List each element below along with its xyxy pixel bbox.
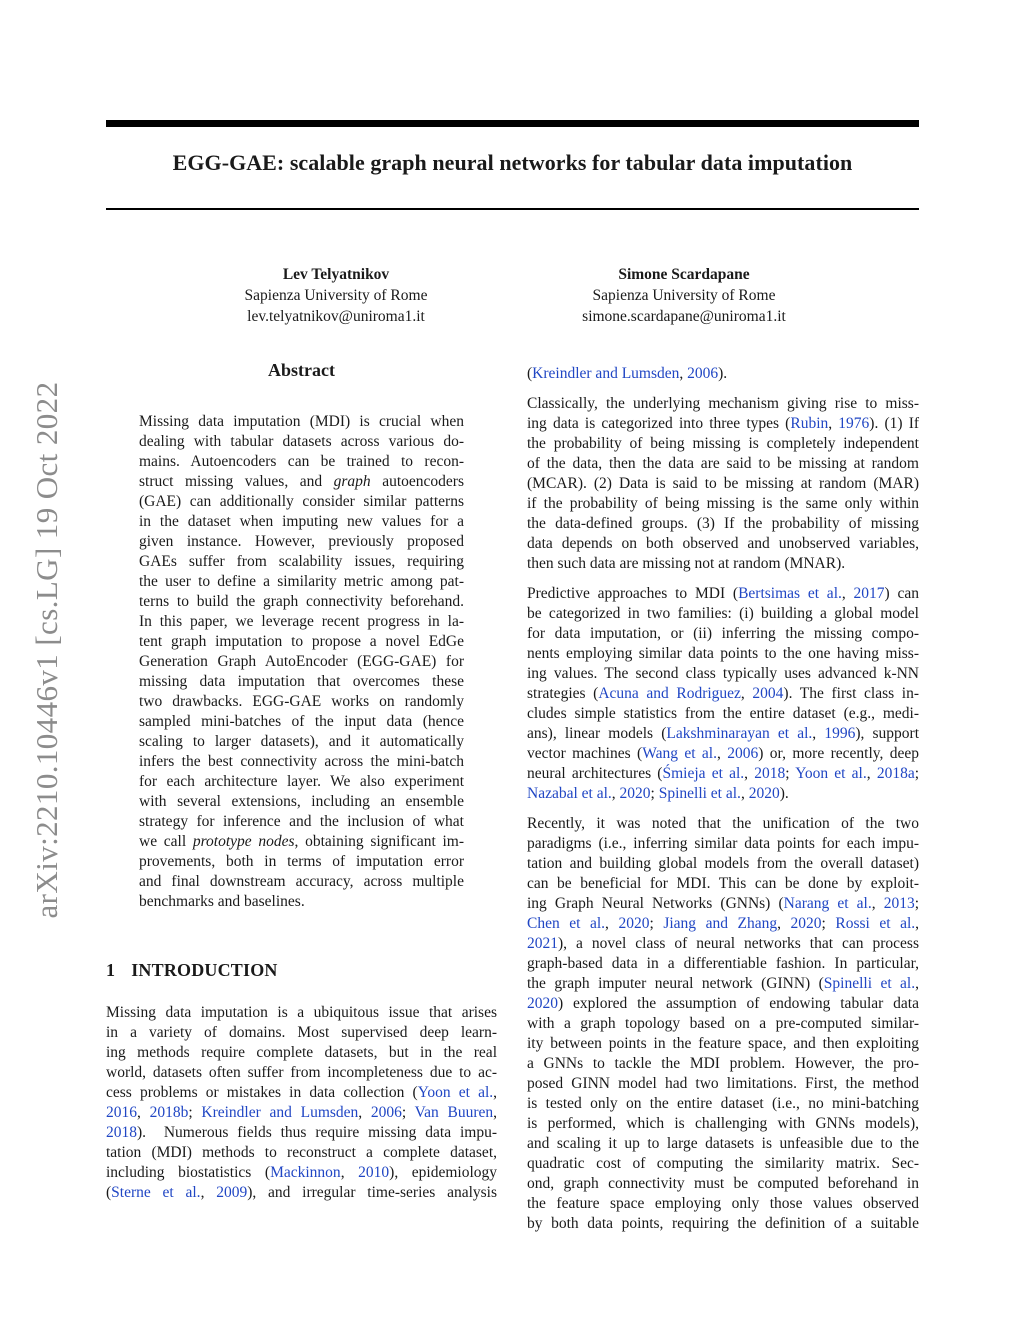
citation-link[interactable]: Kreindler and Lumsden bbox=[532, 365, 680, 382]
body-line: including biostatistics (Mackinnon, 2010), epidemiology bbox=[106, 1164, 498, 1181]
body-line: the feature space employing only those values observed bbox=[527, 1195, 919, 1212]
body-line: ing data is categorized into three types (Rubin, 1976). (1) If bbox=[527, 415, 920, 432]
citation-link[interactable]: 2006 bbox=[370, 1104, 402, 1121]
section-number: 1 bbox=[106, 960, 116, 980]
section-heading bbox=[106, 960, 278, 981]
body-line: Recently, it was noted that the unification of the two bbox=[527, 815, 919, 832]
abstract-line: In this paper, we leverage recent progress in la- bbox=[139, 613, 464, 630]
body-line: for data imputation, or (ii) inferring the missing compo- bbox=[527, 625, 919, 642]
citation-link[interactable]: Nazabal et al. bbox=[527, 785, 612, 802]
body-line: is performed, which is challenging with GNNs models), bbox=[527, 1115, 919, 1132]
citation-link[interactable]: 2018b bbox=[149, 1104, 189, 1121]
citation-link[interactable]: 2018 bbox=[754, 765, 786, 782]
citation-link[interactable]: 2021 bbox=[527, 935, 558, 952]
citation-link[interactable]: 2020 bbox=[790, 915, 822, 932]
abstract-line: for each architecture layer. We also experiment bbox=[139, 773, 464, 790]
citation-link[interactable]: 2009 bbox=[216, 1184, 248, 1201]
body-line: strategies (Acuna and Rodriguez, 2004). The first class in- bbox=[527, 685, 919, 702]
body-line: Nazabal et al., 2020; Spinelli et al., 2020). bbox=[527, 785, 789, 802]
abstract-emphasis: graph bbox=[333, 473, 371, 490]
body-line: by both data points, requiring the definition of a suitable bbox=[527, 1215, 919, 1232]
abstract-line: sampled mini-batches of the input data (hence bbox=[139, 713, 464, 730]
abstract-line: tent graph imputation to propose a novel EdGe bbox=[139, 633, 464, 650]
body-line: tation (MDI) methods to reconstruct a complete dataset, bbox=[106, 1144, 497, 1161]
abstract-line: dealing with tabular datasets across various do- bbox=[139, 433, 464, 450]
body-line: the data-defined groups. (3) If the probability of missing bbox=[527, 515, 919, 532]
body-line: 2016, 2018b; Kreindler and Lumsden, 2006; Van Buuren, bbox=[106, 1104, 497, 1121]
citation-link[interactable]: 2010 bbox=[358, 1164, 390, 1181]
body-line: world, datasets often suffer from incompleteness due to ac- bbox=[106, 1064, 497, 1081]
abstract-line: infers the best connectivity across the mini-batch bbox=[139, 753, 464, 770]
citation-link[interactable]: 2016 bbox=[106, 1104, 137, 1121]
citation-link[interactable]: Mackinnon bbox=[270, 1164, 341, 1181]
author-name: Simone Scardapane bbox=[618, 266, 750, 283]
body-line: is tested only on the entire dataset (i.e., no mini-batching bbox=[527, 1095, 919, 1112]
abstract-line: Generation Graph AutoEncoder (EGG-GAE) for bbox=[139, 653, 464, 670]
author-email: lev.telyatnikov@uniroma1.it bbox=[247, 308, 425, 325]
body-line: ity between points in the feature space, and then exploiting bbox=[527, 1035, 919, 1052]
citation-link[interactable]: 1976 bbox=[838, 415, 870, 432]
body-line: 2020) explored the assumption of endowing tabular data bbox=[527, 995, 919, 1012]
abstract-line: the user to define a similarity metric among pat- bbox=[139, 573, 464, 590]
abstract-line: struct missing values, and graph autoencoders bbox=[139, 473, 464, 490]
body-line: paradigms (i.e., inferring similar data points for each impu- bbox=[527, 835, 919, 852]
citation-link[interactable]: 2018 bbox=[106, 1124, 137, 1141]
citation-link[interactable]: Jiang and Zhang bbox=[663, 915, 778, 932]
body-line: in a variety of domains. Most supervised deep learn- bbox=[106, 1024, 497, 1041]
citation-link[interactable]: 2020 bbox=[748, 785, 780, 802]
citation-link[interactable]: Spinelli et al. bbox=[823, 975, 916, 992]
body-line: Classically, the underlying mechanism giving rise to miss- bbox=[527, 395, 919, 412]
body-line: of the data, then the data are said to be missing at random bbox=[527, 455, 919, 472]
paragraph bbox=[527, 364, 919, 384]
abstract-line: strategy for inference and the inclusion of what bbox=[139, 813, 464, 830]
abstract-line: in the dataset when imputing new values for a bbox=[139, 513, 464, 530]
citation-link[interactable]: 2017 bbox=[853, 585, 885, 602]
body-line: posed GINN model had two limitations. First, the method bbox=[527, 1075, 919, 1092]
paragraph bbox=[527, 814, 919, 1234]
body-line: cludes simple statistics from the entire dataset (e.g., medi- bbox=[527, 705, 919, 722]
body-line: tation and building global models from the overall dataset) bbox=[527, 855, 919, 872]
body-line: Missing data imputation is a ubiquitous issue that arises bbox=[106, 1004, 497, 1021]
citation-link[interactable]: Bertsimas et al. bbox=[738, 585, 842, 602]
citation-link[interactable]: Spinelli et al. bbox=[658, 785, 741, 802]
body-line: 2018). Numerous fields thus require missing data impu- bbox=[106, 1124, 497, 1141]
body-line: neural architectures (Śmieja et al., 2018; Yoon et al., 2018a; bbox=[527, 765, 920, 782]
arxiv-identifier-stamp: arXiv:2210.10446v1 [cs.LG] 19 Oct 2022 bbox=[29, 381, 64, 919]
body-line: Chen et al., 2020; Jiang and Zhang, 2020; Rossi et al., bbox=[527, 915, 920, 932]
citation-link[interactable]: 2004 bbox=[752, 685, 784, 702]
body-line: with a graph topology based on a pre-computed similar- bbox=[527, 1015, 919, 1032]
abstract-line: (GAE) can additionally consider similar patterns bbox=[139, 493, 464, 510]
citation-link[interactable]: Rossi et al. bbox=[835, 915, 916, 932]
intro-body bbox=[106, 1003, 497, 1203]
citation-link[interactable]: Van Buuren bbox=[414, 1104, 494, 1121]
citation-link[interactable]: 2018a bbox=[876, 765, 915, 782]
title-rule-top bbox=[106, 120, 919, 127]
title-rule-bottom bbox=[106, 208, 919, 210]
author-block bbox=[146, 264, 526, 327]
citation-link[interactable]: Kreindler and Lumsden bbox=[201, 1104, 359, 1121]
body-line: quadratic cost of computing the similarity matrix. Sec- bbox=[527, 1155, 919, 1172]
body-line: if the probability of being missing is the same only within bbox=[527, 495, 919, 512]
abstract-line: two drawbacks. EGG-GAE works on randomly bbox=[139, 693, 464, 710]
citation-link[interactable]: Narang et al. bbox=[783, 895, 872, 912]
abstract-line: with several extensions, including an ensemble bbox=[139, 793, 464, 810]
citation-link[interactable]: Acuna and Rodriguez bbox=[598, 685, 741, 702]
citation-link[interactable]: Lakshminarayan et al. bbox=[666, 725, 813, 742]
citation-link[interactable]: Yoon et al. bbox=[417, 1084, 494, 1101]
author-affiliation: Sapienza University of Rome bbox=[244, 287, 428, 304]
body-line: and scaling it up to large datasets is unfeasible due to the bbox=[527, 1135, 919, 1152]
body-line: ing methods require complete datasets, but in the real bbox=[106, 1044, 497, 1061]
section-title: INTRODUCTION bbox=[131, 960, 278, 980]
abstract-line: provements, both in terms of imputation error bbox=[139, 853, 464, 870]
body-line: ond, graph connectivity must be computed beforehand in bbox=[527, 1175, 919, 1192]
author-email: simone.scardapane@uniroma1.it bbox=[582, 308, 786, 325]
body-line: ans), linear models (Lakshminarayan et al., 1996), support bbox=[527, 725, 920, 742]
body-line: the graph imputer neural network (GINN) (Spinelli et al., bbox=[527, 975, 919, 992]
body-line: graph-based data in a differentiable fashion. In particular, bbox=[527, 955, 919, 972]
abstract-line: terns to build the graph connectivity beforehand. bbox=[139, 593, 464, 610]
abstract-emphasis: prototype nodes bbox=[192, 833, 295, 850]
body-line: data depends on both observed and unobserved variables, bbox=[527, 535, 919, 552]
abstract-line: GAEs suffer from scalability issues, requiring bbox=[139, 553, 464, 570]
paragraph bbox=[527, 394, 919, 574]
abstract-line: we call prototype nodes, obtaining significant im- bbox=[139, 833, 464, 850]
author-affiliation: Sapienza University of Rome bbox=[592, 287, 776, 304]
abstract-line: given instance. However, previously proposed bbox=[139, 533, 464, 550]
body-line: vector machines (Wang et al., 2006) or, more recently, deep bbox=[527, 745, 920, 762]
abstract-line: missing data imputation that overcomes these bbox=[139, 673, 464, 690]
citation-link[interactable]: 2020 bbox=[618, 915, 650, 932]
author-name: Lev Telyatnikov bbox=[282, 266, 390, 283]
author-block bbox=[494, 264, 874, 327]
abstract-heading: Abstract bbox=[268, 360, 335, 380]
abstract-line: benchmarks and baselines. bbox=[139, 893, 305, 910]
body-line: (Kreindler and Lumsden, 2006). bbox=[527, 365, 728, 382]
citation-link[interactable]: 2020 bbox=[527, 995, 558, 1012]
citation-link[interactable]: 2013 bbox=[883, 895, 915, 912]
citation-link[interactable]: Sterne et al. bbox=[111, 1184, 201, 1201]
body-line: can be beneficial for MDI. This can be done by exploit- bbox=[527, 875, 919, 892]
citation-link[interactable]: 2006 bbox=[727, 745, 759, 762]
citation-link[interactable]: Rubin bbox=[790, 415, 829, 432]
body-line: a GNNs to tackle the MDI problem. However, the pro- bbox=[527, 1055, 919, 1072]
body-line: ing values. The second class typically uses advanced k-NN bbox=[527, 665, 919, 682]
citation-link[interactable]: Yoon et al. bbox=[795, 765, 867, 782]
body-line: Predictive approaches to MDI (Bertsimas et al., 2017) can bbox=[527, 585, 920, 602]
body-line: nents employing similar data points to the one having miss- bbox=[527, 645, 919, 662]
body-line: (MCAR). (2) Data is said to be missing at random (MAR) bbox=[527, 475, 919, 492]
citation-link[interactable]: Śmieja et al. bbox=[662, 765, 745, 782]
body-line: then such data are missing not at random (MNAR). bbox=[527, 555, 846, 572]
citation-link[interactable]: Chen et al. bbox=[527, 915, 606, 932]
abstract-line: and final downstream accuracy, across multiple bbox=[139, 873, 464, 890]
citation-link[interactable]: 2006 bbox=[687, 365, 719, 382]
citation-link[interactable]: 2020 bbox=[619, 785, 651, 802]
body-line: 2021), a novel class of neural networks that can process bbox=[527, 935, 919, 952]
body-line: (Sterne et al., 2009), and irregular time-series analysis bbox=[106, 1184, 498, 1201]
body-line: the probability of being missing is completely independent bbox=[527, 435, 919, 452]
paper-title: EGG-GAE: scalable graph neural networks for tabular data imputation bbox=[172, 150, 853, 175]
body-line: cess problems or mistakes in data collection (Yoon et al., bbox=[106, 1084, 498, 1101]
abstract-body bbox=[139, 412, 464, 912]
citation-link[interactable]: 1996 bbox=[824, 725, 856, 742]
citation-link[interactable]: Wang et al. bbox=[642, 745, 717, 762]
paragraph bbox=[527, 584, 919, 804]
abstract-line: Missing data imputation (MDI) is crucial when bbox=[139, 413, 464, 430]
body-line: be categorized in two families: (i) building a global model bbox=[527, 605, 919, 622]
abstract-line: scaling to larger datasets), and it automatically bbox=[139, 733, 464, 750]
body-line: ing Graph Neural Networks (GNNs) (Narang et al., 2013; bbox=[527, 895, 919, 912]
abstract-line: mains. Autoencoders can be trained to recon- bbox=[139, 453, 464, 470]
